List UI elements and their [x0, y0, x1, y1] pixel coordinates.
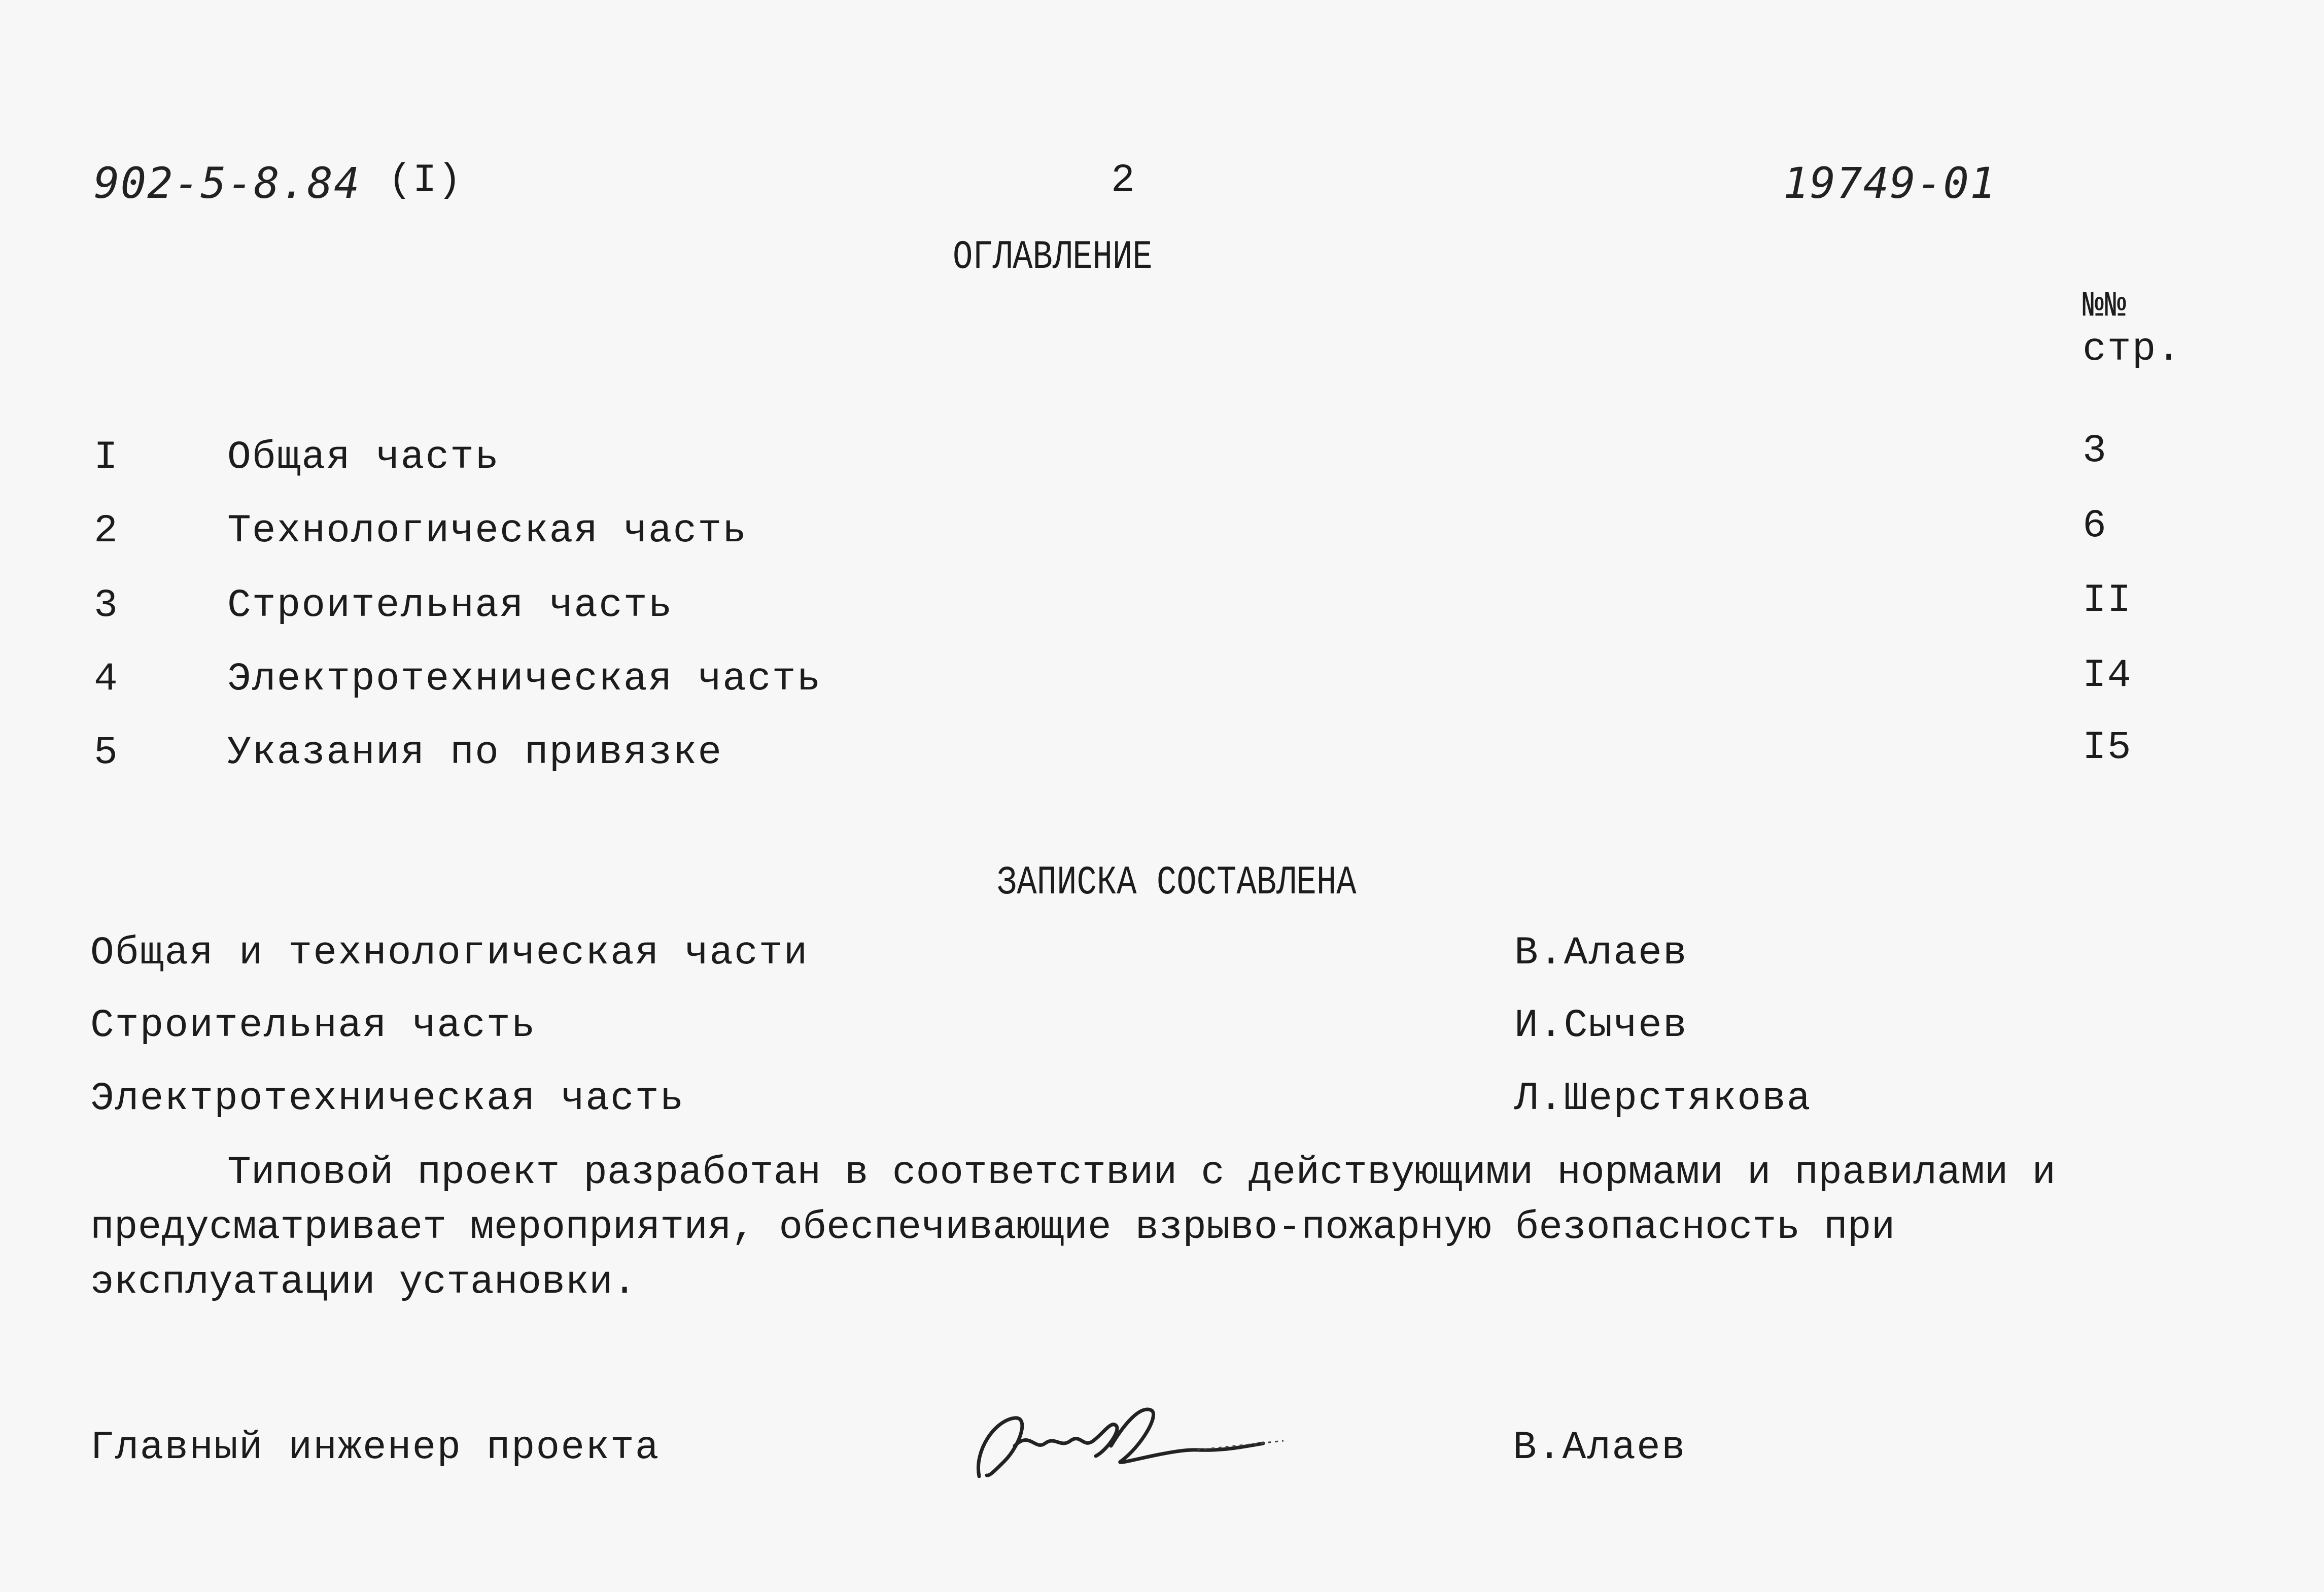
- page-number: 2: [1111, 158, 1136, 203]
- authors-title: ЗАПИСКА СОСТАВЛЕНА: [997, 860, 1357, 906]
- toc-item-label: Указания по привязке: [227, 731, 723, 775]
- note-text: Типовой проект разработан в соответствии с действующими нормами и правилами и предусматривает мероприятия, обеспечивающие взрыво-пожарную безопасность при эксплуатации установки.: [90, 1151, 2056, 1305]
- toc-item-label: Строительная часть: [227, 583, 673, 628]
- note-paragraph: [90, 1146, 2120, 1310]
- signer-name: В.Алаев: [1513, 1426, 1686, 1470]
- author-name: И.Сычев: [1514, 1003, 1688, 1048]
- inventory-number: 19749-01: [1783, 158, 1997, 208]
- author-part: Электротехническая часть: [90, 1077, 685, 1121]
- toc-item-label: Электротехническая часть: [227, 657, 822, 702]
- volume-number: (I): [388, 158, 463, 203]
- toc-item-label: Общая часть: [227, 435, 500, 480]
- toc-item-page: I5: [2083, 725, 2132, 770]
- toc-page-col-label-2: стр.: [2083, 327, 2182, 372]
- toc-item-num: I: [94, 435, 119, 480]
- toc-item-num: 5: [94, 731, 119, 775]
- author-part: Общая и технологическая части: [90, 931, 809, 976]
- toc-title: ОГЛАВЛЕНИЕ: [953, 234, 1153, 281]
- signature: [959, 1390, 1289, 1486]
- doc-code: 902-5-8.84: [94, 158, 361, 208]
- toc-item-page: II: [2083, 578, 2132, 623]
- toc-item-num: 3: [94, 583, 119, 628]
- signer-role: Главный инженер проекта: [90, 1426, 660, 1470]
- toc-page-col-label-1: №№: [2083, 287, 2128, 327]
- author-name: Л.Шерстякова: [1514, 1077, 1812, 1121]
- author-name: В.Алаев: [1514, 931, 1688, 976]
- toc-item-num: 2: [94, 509, 119, 553]
- toc-item-num: 4: [94, 657, 119, 702]
- toc-item-page: 6: [2083, 504, 2107, 548]
- toc-item-label: Технологическая часть: [227, 509, 747, 553]
- toc-item-page: I4: [2083, 653, 2132, 698]
- toc-item-page: 3: [2083, 429, 2107, 473]
- author-part: Строительная часть: [90, 1003, 536, 1048]
